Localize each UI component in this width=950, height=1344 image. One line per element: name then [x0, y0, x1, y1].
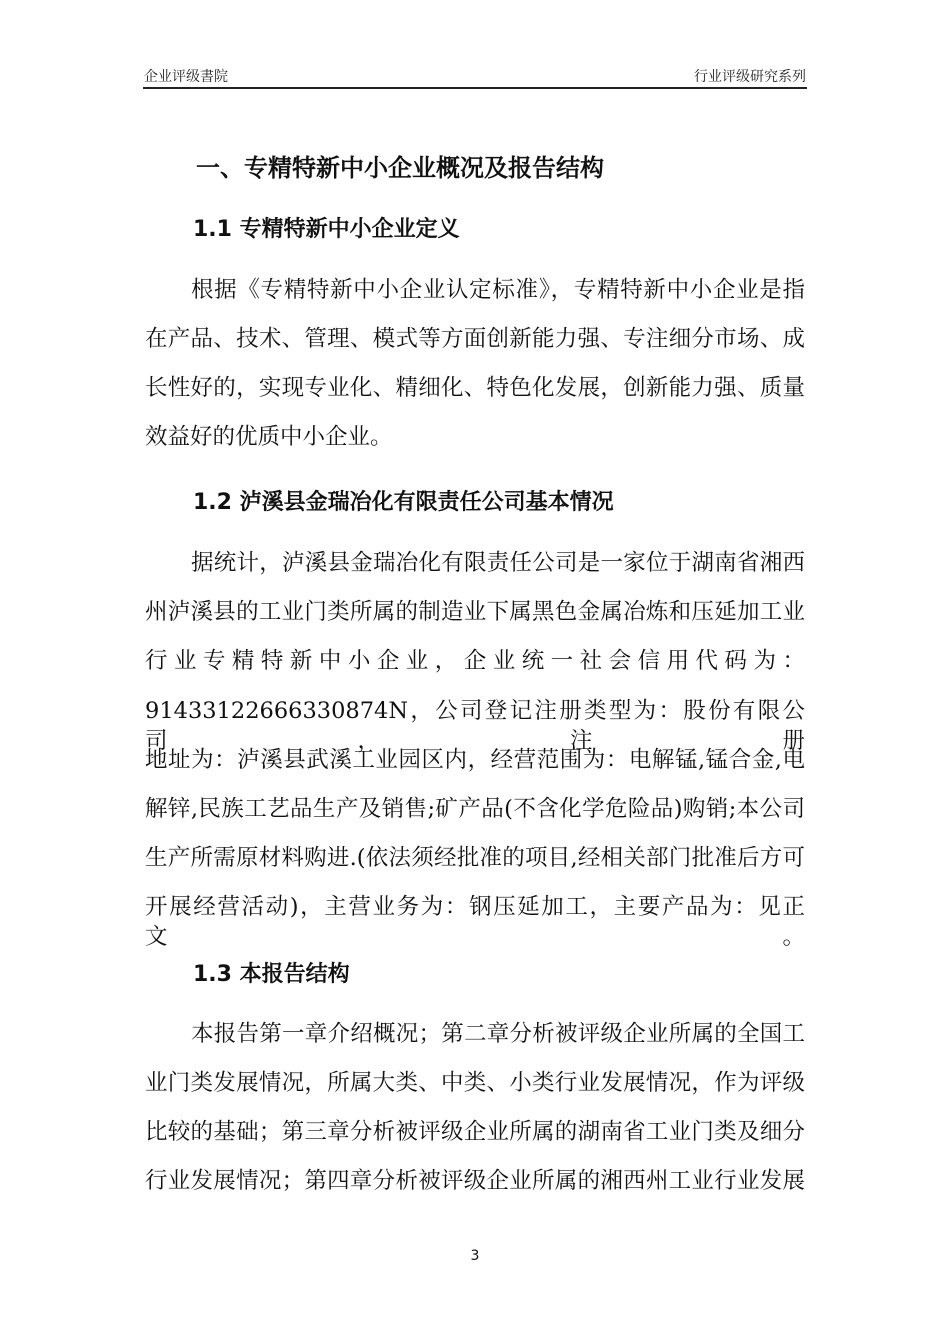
- header-left-brand: 企业评级書院: [144, 69, 228, 85]
- chapter-title: 一、专精特新中小企业概况及报告结构: [196, 154, 604, 182]
- paragraph-line: 91433122666330874N，公司登记注册类型为：股份有限公司，注册: [145, 698, 805, 754]
- paragraph-line: 行业发展情况；第四章分析被评级企业所属的湘西州工业行业发展: [145, 1168, 805, 1194]
- paragraph-line: 行业专精特新中小企业，企业统一社会信用代码为：: [145, 648, 805, 674]
- paragraph-line: 效益好的优质中小企业。: [145, 424, 393, 450]
- paragraph-line: 比较的基础；第三章分析被评级企业所属的湖南省工业门类及细分: [145, 1119, 805, 1145]
- section-title-1-2: 1.2 泸溪县金瑞冶化有限责任公司基本情况: [193, 490, 614, 515]
- paragraph-line: 据统计，泸溪县金瑞冶化有限责任公司是一家位于湖南省湘西: [191, 550, 805, 576]
- header-right-series: 行业评级研究系列: [694, 69, 806, 85]
- paragraph-line: 根据《专精特新中小企业认定标准》，专精特新中小企业是指: [191, 277, 805, 303]
- page-number: 3: [470, 1248, 480, 1264]
- paragraph-line: 本报告第一章介绍概况；第二章分析被评级企业所属的全国工: [191, 1021, 805, 1047]
- paragraph-line: 州泸溪县的工业门类所属的制造业下属黑色金属冶炼和压延加工业: [145, 599, 805, 625]
- paragraph-line: 在产品、技术、管理、模式等方面创新能力强、专注细分市场、成: [145, 326, 805, 352]
- section-title-1-3: 1.3 本报告结构: [193, 962, 350, 987]
- paragraph-line: 长性好的，实现专业化、精细化、特色化发展，创新能力强、质量: [145, 375, 805, 401]
- section-title-1-1: 1.1 专精特新中小企业定义: [193, 217, 460, 242]
- paragraph-line: 生产所需原材料购进.(依法须经批准的项目,经相关部门批准后方可: [145, 845, 805, 871]
- paragraph-line: 地址为：泸溪县武溪工业园区内，经营范围为：电解锰,锰合金,电: [145, 747, 805, 773]
- paragraph-line: 业门类发展情况，所属大类、中类、小类行业发展情况，作为评级: [145, 1070, 805, 1096]
- paragraph-line: 解锌,民族工艺品生产及销售;矿产品(不含化学危险品)购销;本公司: [145, 796, 805, 822]
- header-divider: [143, 87, 807, 89]
- paragraph-line: 开展经营活动)，主营业务为：钢压延加工，主要产品为：见正文。: [145, 894, 805, 950]
